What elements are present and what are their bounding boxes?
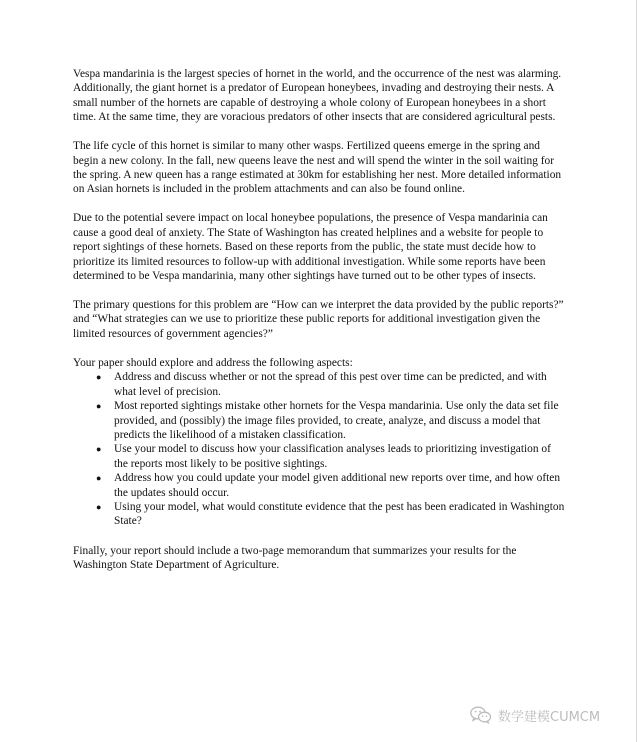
paragraph-life-cycle: The life cycle of this hornet is similar to many other wasps. Fertilized queens emerge in the spring and begin a new colony. In the fall, new queens leave the nest and will spend the winter in the soil waiting for the spring. A new queen has a range estimated at 30km for establishing her nest. More detailed information on Asian hornets is included in the problem attachments and can also be found online. bbox=[73, 140, 562, 196]
document-body bbox=[73, 67, 565, 587]
list-item bbox=[73, 399, 565, 442]
watermark bbox=[470, 706, 600, 724]
list-item bbox=[73, 471, 565, 500]
list-item-text: Most reported sightings mistake other hornets for the Vespa mandarinia. Use only the data set file provided, and (possibly) the image files provided, to create, analyze, and discuss a model that predicts the likelihood of a mistaken classification. bbox=[114, 400, 559, 441]
bullet-icon: ● bbox=[96, 401, 102, 412]
paragraph-final: Finally, your report should include a two-page memorandum that summarizes your results for the Washington State Department of Agriculture. bbox=[73, 544, 517, 572]
bullet-icon: ● bbox=[96, 501, 102, 512]
paragraph-impact: Due to the potential severe impact on local honeybee populations, the presence of Vespa mandarinia can cause a good deal of anxiety. The State of Washington has created helplines and a website for people to report sightings of these hornets. Based on these reports from the public, the state must decide how to prioritize its limited resources to follow-up with additional investigation. While some reports have been determined to be Vespa mandarinia, many other sightings have turned out to be other types of insects. bbox=[73, 212, 548, 283]
list-item bbox=[73, 370, 565, 399]
bullet-icon: ● bbox=[96, 444, 102, 455]
bullet-icon: ● bbox=[96, 473, 102, 484]
list-item-text: Use your model to discuss how your classification analyses leads to prioritizing investigation of the reports most likely to be positive sightings. bbox=[114, 443, 551, 470]
list-item bbox=[73, 442, 565, 471]
wechat-icon bbox=[470, 706, 492, 724]
paragraph-questions: The primary questions for this problem are “How can we interpret the data provided by the public reports?” and “What strategies can we use to prioritize these public reports for additional investigation given the limited resources of government agencies?” bbox=[73, 299, 564, 340]
list-item bbox=[73, 500, 565, 529]
watermark-text: 数学建模CUMCM bbox=[498, 709, 601, 725]
list-item-text: Address how you could update your model given additional new reports over time, and how often the updates should occur. bbox=[114, 472, 561, 499]
aspects-list bbox=[73, 370, 565, 528]
paragraph-intro: Vespa mandarinia is the largest species of hornet in the world, and the occurrence of the nest was alarming. Additionally, the giant hornet is a predator of European honeybees, invading and destroying their nests. A small number of the hornets are capable of destroying a whole colony of European honeybees in a short time. At the same time, they are voracious predators of other insects that are considered agricultural pests. bbox=[73, 68, 562, 124]
list-item-text: Address and discuss whether or not the spread of this pest over time can be predicted, and with what level of precision. bbox=[114, 371, 547, 398]
aspects-intro: Your paper should explore and address the following aspects: bbox=[73, 356, 353, 369]
list-item-text: Using your model, what would constitute evidence that the pest has been eradicated in Washington State? bbox=[114, 500, 565, 528]
bullet-icon: ● bbox=[96, 372, 102, 383]
